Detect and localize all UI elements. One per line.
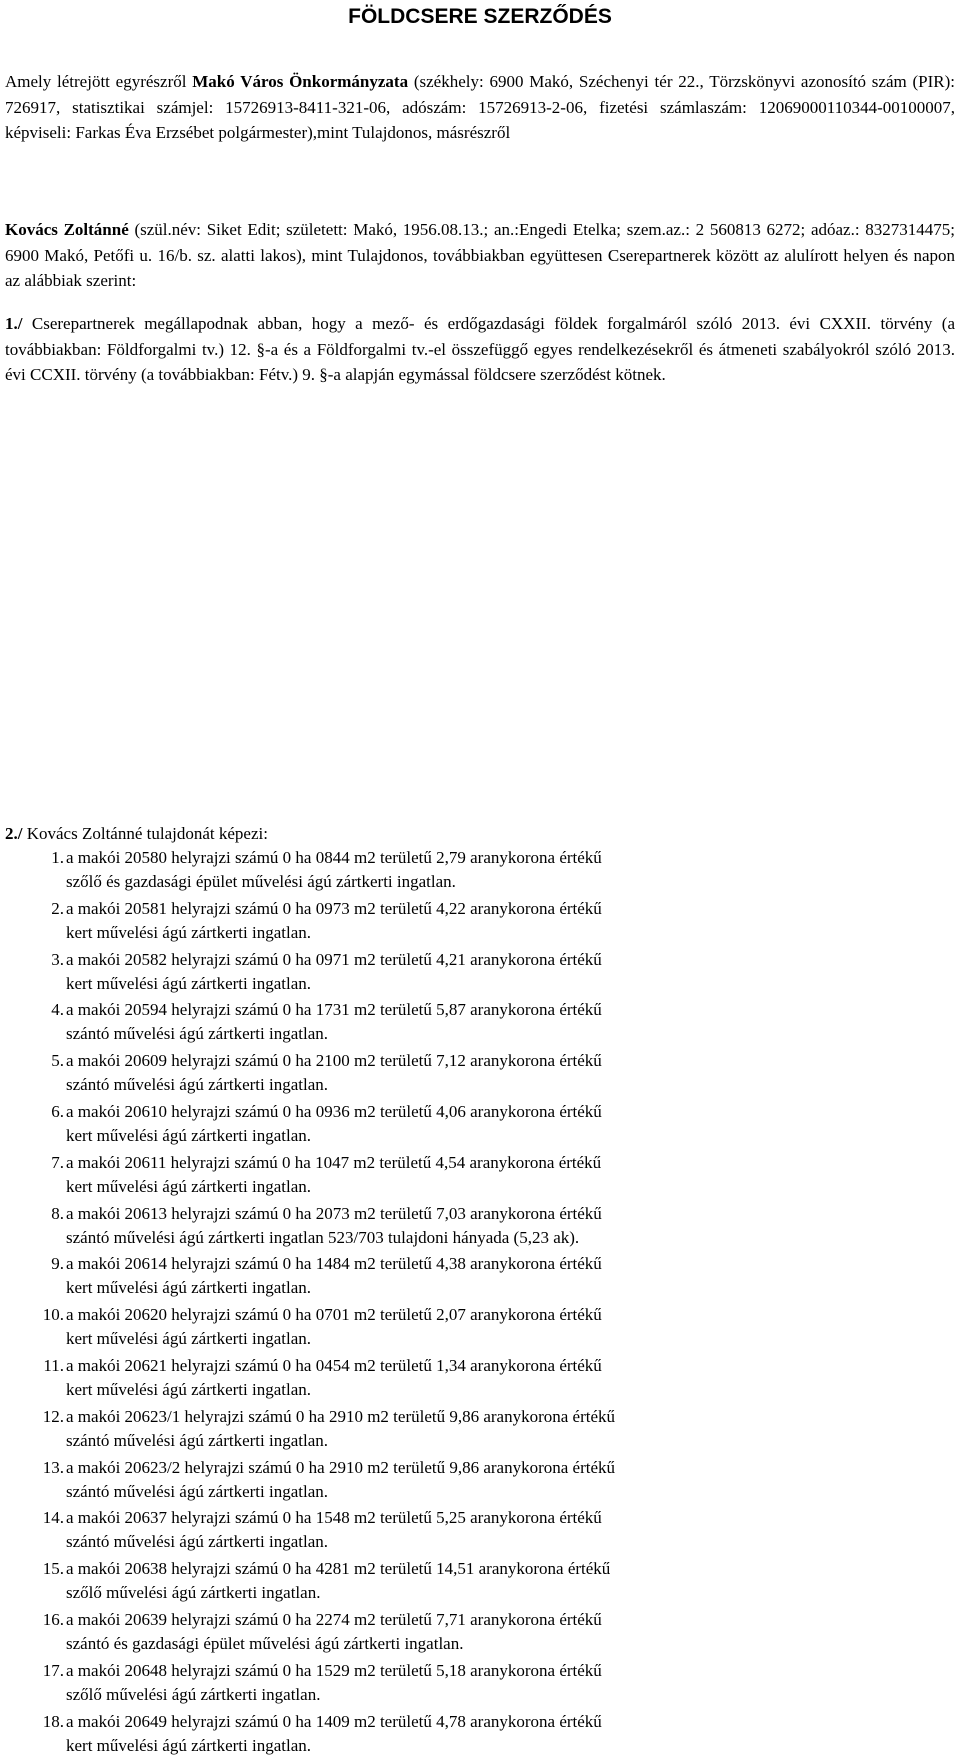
parcel-item [0, 1100, 960, 1151]
parcel-land-use: szőlő művelési ágú zártkerti ingatlan. [66, 1684, 321, 1704]
parcel-number: 9. [51, 1254, 64, 1274]
parcel-text [66, 1659, 936, 1707]
parcel-description: a makói 20581 helyrajzi számú 0 ha 0973 m2 területű 4,22 aranykorona értékű [66, 898, 602, 918]
second-party-details: (szül.név: Siket Edit; született: Makó, 1956.08.13.; an.:Engedi Etelka; szem.az.: 2 560813 6272; adóaz.: 8327314475; 6900 Makó, Petőfi u. 16/b. sz. alatti lakos), mint Tulajdonos, továbbiakban együttesen Cserepartnerek között az alulírott helyen és napon az alábbiak szerint: [5, 220, 955, 290]
parcel-number: 11. [43, 1355, 64, 1375]
parcel-land-use: szántó művelési ágú zártkerti ingatlan. [66, 1481, 328, 1501]
parcel-item [0, 1710, 960, 1760]
parcel-text [66, 1202, 936, 1250]
parcel-item [0, 1506, 960, 1557]
parcel-item [0, 1202, 960, 1253]
intro-post: (székhely: 6900 Makó, Széchenyi tér 22., Törzskönyvi azonosító szám (PIR): 726917, statisztikai számjel: 15726913-8411-321-06, adószám: 15726913-2-06, fizetési számlaszám: 12069000110344-00100007, képviseli: Farkas Éva Erzsébet polgármester),mint Tulajdonos, másrészről [5, 72, 956, 142]
parcel-list [0, 846, 960, 1760]
parcel-description: a makói 20638 helyrajzi számú 0 ha 4281 m2 területű 14,51 aranykorona értékű [66, 1559, 611, 1579]
second-party-paragraph [5, 217, 955, 294]
parcel-item [0, 998, 960, 1049]
parcel-number: 10. [42, 1305, 64, 1325]
parcel-number: 2. [51, 898, 64, 918]
section-1-text: Cserepartnerek megállapodnak abban, hogy a mező- és erdőgazdasági földek forgalmáról szóló 2013. évi CXXII. törvény (a továbbiakban: Földforgalmi tv.) 12. §-a és a Földforgalmi tv.-el összefüggő egyes rendelkezésekről és átmeneti szabályokról szóló 2013. évi CCXII. törvény (a továbbiakban: Fétv.) 9. §-a alapján egymással földcsere szerződést kötnek. [5, 314, 955, 384]
parcel-description: a makói 20649 helyrajzi számú 0 ha 1409 m2 területű 4,78 aranykorona értékű [66, 1711, 602, 1731]
parcel-land-use: szántó művelési ágú zártkerti ingatlan. [66, 1430, 328, 1450]
parcel-text [66, 1710, 936, 1758]
parcel-text [66, 897, 936, 945]
parcel-number: 1. [51, 848, 64, 867]
parcel-description: a makói 20620 helyrajzi számú 0 ha 0701 m2 területű 2,07 aranykorona értékű [66, 1305, 602, 1325]
parcel-description: a makói 20609 helyrajzi számú 0 ha 2100 m2 területű 7,12 aranykorona értékű [66, 1051, 602, 1071]
parcel-description: a makói 20614 helyrajzi számú 0 ha 1484 m2 területű 4,38 aranykorona értékű [66, 1254, 602, 1274]
second-party-name: Kovács Zoltánné [5, 220, 129, 239]
parcel-number: 7. [51, 1152, 64, 1172]
parcel-text [66, 1151, 936, 1199]
parcel-text [66, 1049, 936, 1097]
parcel-land-use: szőlő és gazdasági épület művelési ágú zártkerti ingatlan. [66, 872, 456, 891]
parcel-item [0, 1303, 960, 1354]
parcel-item [0, 1405, 960, 1456]
parcel-text [66, 1405, 936, 1453]
parcel-description: a makói 20594 helyrajzi számú 0 ha 1731 m2 területű 5,87 aranykorona értékű [66, 1000, 602, 1020]
section-2-number: 2./ [5, 824, 23, 843]
section-1-paragraph [5, 311, 955, 388]
parcel-description: a makói 20637 helyrajzi számú 0 ha 1548 m2 területű 5,25 aranykorona értékű [66, 1508, 602, 1528]
parcel-land-use: kert művelési ágú zártkerti ingatlan. [66, 1176, 311, 1196]
parcel-text [66, 1506, 936, 1554]
parcel-number: 5. [51, 1051, 64, 1071]
parcel-description: a makói 20611 helyrajzi számú 0 ha 1047 m2 területű 4,54 aranykorona értékű [66, 1152, 602, 1172]
intro-pre: Amely létrejött egyrészről [5, 72, 193, 91]
parcel-number: 17. [42, 1660, 64, 1680]
parcel-number: 8. [51, 1203, 64, 1223]
parcel-item [0, 1354, 960, 1405]
parcel-number: 3. [51, 949, 64, 969]
parcel-number: 15. [42, 1559, 64, 1579]
parcel-description: a makói 20639 helyrajzi számú 0 ha 2274 m2 területű 7,71 aranykorona értékű [66, 1609, 602, 1629]
parcel-description: a makói 20580 helyrajzi számú 0 ha 0844 m2 területű 2,79 aranykorona értékű [66, 848, 602, 867]
parcel-description: a makói 20610 helyrajzi számú 0 ha 0936 m2 területű 4,06 aranykorona értékű [66, 1101, 602, 1121]
parcel-land-use: kert művelési ágú zártkerti ingatlan. [66, 922, 311, 942]
parcel-item [0, 1608, 960, 1659]
parcel-text [66, 998, 936, 1046]
parcel-text [66, 948, 936, 996]
parcel-land-use: szántó művelési ágú zártkerti ingatlan. [66, 1532, 328, 1552]
parcel-text [66, 1252, 936, 1300]
parcel-number: 6. [51, 1101, 64, 1121]
section-1-number: 1./ [5, 314, 23, 333]
parcel-item [0, 1252, 960, 1303]
parcel-description: a makói 20582 helyrajzi számú 0 ha 0971 m2 területű 4,21 aranykorona értékű [66, 949, 602, 969]
parcel-land-use: szántó művelési ágú zártkerti ingatlan. [66, 1075, 328, 1095]
parcel-item [0, 1151, 960, 1202]
parcel-number: 4. [51, 1000, 64, 1020]
document-title: FÖLDCSERE SZERZŐDÉS [348, 5, 612, 28]
section-2-heading [5, 821, 268, 847]
parcel-number: 14. [42, 1508, 64, 1528]
parcel-land-use: szántó és gazdasági épület művelési ágú zártkerti ingatlan. [66, 1633, 464, 1653]
parcel-text [66, 1303, 936, 1351]
parcel-land-use: kert művelési ágú zártkerti ingatlan. [66, 1125, 311, 1145]
parcel-number: 13. [42, 1457, 64, 1477]
parcel-land-use: szántó művelési ágú zártkerti ingatlan 523/703 tulajdoni hányada (5,23 ak). [66, 1227, 580, 1247]
parcel-text [66, 846, 936, 894]
municipality-name: Makó Város Önkormányzata [192, 72, 409, 91]
parcel-text [66, 1100, 936, 1148]
parcel-item [0, 1557, 960, 1608]
parcel-item [0, 846, 960, 897]
parcel-number: 18. [42, 1711, 64, 1731]
intro-paragraph [5, 69, 955, 146]
parcel-land-use: szőlő művelési ágú zártkerti ingatlan. [66, 1583, 321, 1603]
parcel-land-use: kert művelési ágú zártkerti ingatlan. [66, 973, 311, 993]
parcel-item [0, 1659, 960, 1710]
parcel-text [66, 1456, 936, 1504]
parcel-land-use: kert művelési ágú zártkerti ingatlan. [66, 1379, 311, 1399]
parcel-description: a makói 20623/1 helyrajzi számú 0 ha 2910 m2 területű 9,86 aranykorona értékű [66, 1406, 616, 1426]
parcel-number: 16. [42, 1609, 64, 1629]
parcel-number: 12. [42, 1406, 64, 1426]
parcel-item [0, 1049, 960, 1100]
parcel-item [0, 897, 960, 948]
parcel-description: a makói 20648 helyrajzi számú 0 ha 1529 m2 területű 5,18 aranykorona értékű [66, 1660, 602, 1680]
parcel-item [0, 1456, 960, 1507]
parcel-land-use: kert művelési ágú zártkerti ingatlan. [66, 1735, 311, 1755]
parcel-text [66, 1557, 936, 1605]
parcel-text [66, 1608, 936, 1656]
parcel-land-use: kert művelési ágú zártkerti ingatlan. [66, 1278, 311, 1298]
parcel-land-use: szántó művelési ágú zártkerti ingatlan. [66, 1024, 328, 1044]
parcel-description: a makói 20623/2 helyrajzi számú 0 ha 2910 m2 területű 9,86 aranykorona értékű [66, 1457, 616, 1477]
parcel-land-use: kert művelési ágú zártkerti ingatlan. [66, 1329, 311, 1349]
section-2-text: Kovács Zoltánné tulajdonát képezi: [22, 824, 268, 843]
parcel-description: a makói 20613 helyrajzi számú 0 ha 2073 m2 területű 7,03 aranykorona értékű [66, 1203, 602, 1223]
parcel-description: a makói 20621 helyrajzi számú 0 ha 0454 m2 területű 1,34 aranykorona értékű [66, 1355, 602, 1375]
parcel-text [66, 1354, 936, 1402]
parcel-item [0, 948, 960, 999]
